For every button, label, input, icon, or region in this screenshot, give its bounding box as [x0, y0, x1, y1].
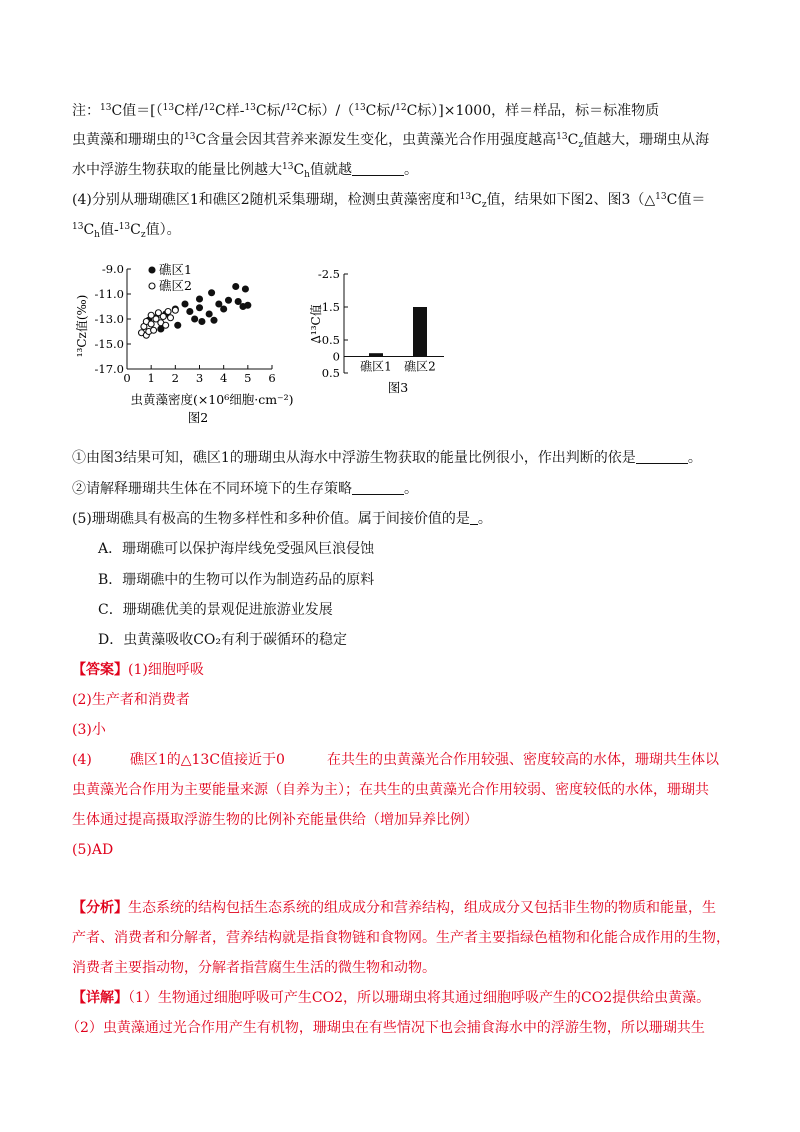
- option-c: C．珊瑚礁优美的景观促进旅游业发展: [98, 602, 333, 618]
- text: 值越大，珊瑚虫从海: [583, 132, 710, 148]
- sup-13: 13: [556, 132, 568, 142]
- data-point-reef-1: [235, 299, 241, 305]
- x-tick-label: 5: [244, 371, 252, 385]
- data-point-reef-2: [148, 321, 154, 327]
- formula-note: [72, 98, 659, 121]
- data-point-reef-1: [187, 309, 193, 315]
- note-text: C标）/（: [296, 103, 355, 119]
- answer-text: 在共生的虫黄藻光合作用较强、密度较高的水体，珊瑚共生体以: [326, 752, 719, 768]
- sub-h: h: [94, 230, 100, 240]
- sup-13: 13: [655, 192, 667, 202]
- answer-label: 【答案】: [72, 662, 128, 678]
- answer-blank: [636, 449, 688, 464]
- answer-4-line-2: 虫黄藻光合作用为主要能量来源（自养为主）；在共生的虫黄藻光合作用较弱、密度较低的水体，珊瑚共: [72, 782, 709, 798]
- answer-text: (1)细胞呼吸: [128, 662, 204, 678]
- sub-z: z: [481, 200, 487, 210]
- data-point-reef-2: [168, 315, 174, 321]
- sup-13: 13: [459, 192, 472, 202]
- answer-4: [72, 750, 719, 770]
- sup-13: 13: [244, 103, 256, 113]
- data-point-reef-1: [245, 302, 251, 308]
- text: 。: [687, 450, 702, 466]
- note-text: C标/: [255, 103, 286, 119]
- category-label: 礁区2: [404, 359, 436, 374]
- data-point-reef-1: [197, 296, 203, 302]
- text: 值，结果如下图2、图3（△: [486, 192, 656, 208]
- figure-2-scatter: [72, 254, 302, 429]
- sup-13: 13: [100, 103, 112, 113]
- note-text: C标）]×1000，样＝样品，标＝标准物质: [406, 103, 660, 119]
- question-4: [72, 187, 705, 215]
- data-point-reef-1: [226, 297, 232, 303]
- data-point-reef-1: [175, 322, 181, 328]
- y-tick-label: -2.5: [317, 267, 340, 281]
- sup-12: 12: [285, 103, 297, 113]
- x-tick-label: 6: [268, 371, 276, 385]
- option-b: B．珊瑚礁中的生物可以作为制造药品的原料: [98, 572, 375, 588]
- text: C: [83, 222, 95, 238]
- question-5: [72, 509, 492, 529]
- x-tick-label: 3: [195, 371, 204, 385]
- figure-caption: 图2: [187, 410, 209, 425]
- legend-marker: [149, 283, 155, 289]
- text: C含量会因其营养来源发生变化，虫黄藻光合作用强度越高: [195, 132, 557, 148]
- bar-2: [413, 307, 427, 357]
- data-point-reef-1: [233, 284, 239, 290]
- text: 。: [403, 162, 418, 178]
- data-point-reef-1: [182, 301, 188, 307]
- x-tick-label: 0: [123, 371, 131, 385]
- legend-marker: [149, 267, 155, 273]
- text: C: [471, 192, 482, 208]
- legend-label: 礁区1: [159, 262, 192, 277]
- text: 值就越: [309, 162, 352, 178]
- option-a: A．珊瑚礁可以保护海岸线免受强风巨浪侵蚀: [98, 541, 375, 557]
- note-text: C样-: [214, 103, 245, 119]
- answer-blank: [470, 510, 478, 525]
- text: C: [567, 132, 579, 148]
- sup-13: 13: [282, 162, 294, 172]
- text: 值）。: [145, 222, 181, 238]
- sub-z: z: [578, 140, 584, 150]
- answer-text: (4): [72, 752, 92, 768]
- text: (5)珊瑚礁具有极高的生物多样性和多种价值。属于间接价值的是: [72, 511, 470, 527]
- sub-question-1: [72, 448, 702, 468]
- text: 虫黄藻和珊瑚虫的: [72, 132, 184, 148]
- y-tick-label: -1.5: [317, 300, 340, 314]
- sup-13: 13: [118, 222, 131, 232]
- text: ②请解释珊瑚共生体在不同环境下的生存策略: [72, 481, 352, 497]
- y-axis-label: ¹³Cz值(‰): [75, 294, 89, 358]
- data-point-reef-2: [163, 322, 169, 328]
- figure-3-bar: [306, 262, 456, 402]
- text: 水中浮游生物获取的能量比例越大: [72, 162, 282, 178]
- note-text: C值＝[（: [111, 103, 163, 119]
- data-point-reef-1: [221, 306, 227, 312]
- answer-1: [72, 660, 204, 680]
- note-prefix: 注：: [72, 103, 100, 119]
- x-axis-label: 虫黄藻密度(×10⁶细胞·cm⁻²): [130, 392, 294, 407]
- sup-12: 12: [395, 103, 407, 113]
- option-d: D．虫黄藻吸收CO₂有利于碳循环的稳定: [98, 632, 348, 648]
- sup-12: 12: [203, 103, 215, 113]
- analysis-label: 【分析】: [72, 900, 128, 916]
- data-point-reef-1: [216, 301, 222, 307]
- category-label: 礁区1: [360, 359, 392, 374]
- data-point-reef-1: [192, 316, 198, 322]
- answer-blank: [352, 161, 404, 176]
- y-tick-label: 0: [332, 349, 340, 364]
- data-point-reef-2: [172, 307, 178, 313]
- note-text: C标/: [365, 103, 396, 119]
- text: 。: [404, 481, 418, 497]
- analysis-text: 生态系统的结构包括生态系统的组成成分和营养结构，组成成分又包括非生物的物质和能量，生: [128, 900, 716, 916]
- data-point-reef-2: [165, 309, 171, 315]
- y-tick-label: -17.0: [94, 362, 124, 376]
- data-point-reef-1: [211, 317, 217, 323]
- answer-5: (5)AD: [72, 842, 114, 858]
- answer-4-line-3: 生体通过提高摄取浮游生物的比例补充能量供给（增加异养比例）: [72, 812, 478, 828]
- text: C: [293, 162, 305, 178]
- detail-line-1: [72, 988, 710, 1008]
- text: 值-: [99, 222, 119, 238]
- bar-1: [369, 353, 383, 356]
- paragraph-line: [72, 127, 709, 155]
- y-tick-label: 0.5: [321, 366, 340, 380]
- data-point-reef-1: [209, 290, 215, 296]
- y-tick-label: -11.0: [94, 287, 124, 301]
- figure-caption: 图3: [387, 380, 409, 395]
- detail-line-2: （2）虫黄藻通过光合作用产生有机物，珊瑚虫在有些情况下也会捕食海水中的浮游生物，所以珊瑚共生: [66, 1020, 705, 1036]
- sup-13: 13: [184, 132, 196, 142]
- y-tick-label: -13.0: [94, 312, 124, 326]
- analysis-line-3: 消费者主要指动物，分解者指营腐生生活的微生物和动物。: [72, 960, 436, 976]
- y-tick-label: -0.5: [317, 333, 340, 347]
- note-text: C样/: [174, 103, 204, 119]
- data-point-reef-1: [206, 311, 212, 317]
- answer-3: (3)小: [72, 722, 106, 738]
- data-point-reef-1: [197, 305, 203, 311]
- x-tick-label: 1: [147, 371, 155, 385]
- data-point-reef-2: [160, 314, 166, 320]
- sup-13: 13: [72, 222, 84, 232]
- sub-question-2: [72, 479, 418, 499]
- data-point-reef-1: [242, 286, 248, 292]
- sup-13: 13: [162, 103, 175, 113]
- data-point-reef-1: [199, 319, 205, 325]
- answer-blank: [352, 480, 404, 495]
- answer-text: 礁区1的△13C值接近于0: [129, 752, 285, 768]
- paragraph-line: [72, 157, 418, 185]
- detail-text: （1）生物通过细胞呼吸可产生CO2，所以珊瑚虫将其通过细胞呼吸产生的CO2提供给虫黄藻。: [128, 990, 711, 1006]
- text: 。: [477, 511, 492, 527]
- sub-z: z: [140, 230, 146, 240]
- data-point-reef-2: [151, 327, 157, 333]
- text: C值＝: [666, 192, 706, 208]
- sub-h: h: [304, 170, 310, 180]
- text: (4)分别从珊瑚礁区1和礁区2随机采集珊瑚，检测虫黄藻密度和: [72, 192, 460, 208]
- y-tick-label: -15.0: [94, 337, 124, 351]
- y-axis-label: Δ¹³C值: [309, 304, 323, 344]
- text: C: [130, 222, 141, 238]
- detail-label: 【详解】: [72, 990, 128, 1006]
- legend-label: 礁区2: [159, 278, 192, 293]
- sup-13: 13: [354, 103, 366, 113]
- question-4-cont: [72, 217, 181, 245]
- text: ①由图3结果可知，礁区1的珊瑚虫从海水中浮游生物获取的能量比例很小，作出判断的依是: [72, 450, 636, 466]
- x-tick-label: 2: [171, 371, 179, 385]
- answer-2: (2)生产者和消费者: [72, 692, 190, 708]
- y-tick-label: -9.0: [101, 262, 124, 276]
- x-tick-label: 4: [220, 371, 228, 385]
- analysis-line-2: 产者、消费者和分解者，营养结构就是指食物链和食物网。生产者主要指绿色植物和化能合成作用的生物，: [72, 930, 730, 946]
- analysis-line-1: [72, 898, 716, 918]
